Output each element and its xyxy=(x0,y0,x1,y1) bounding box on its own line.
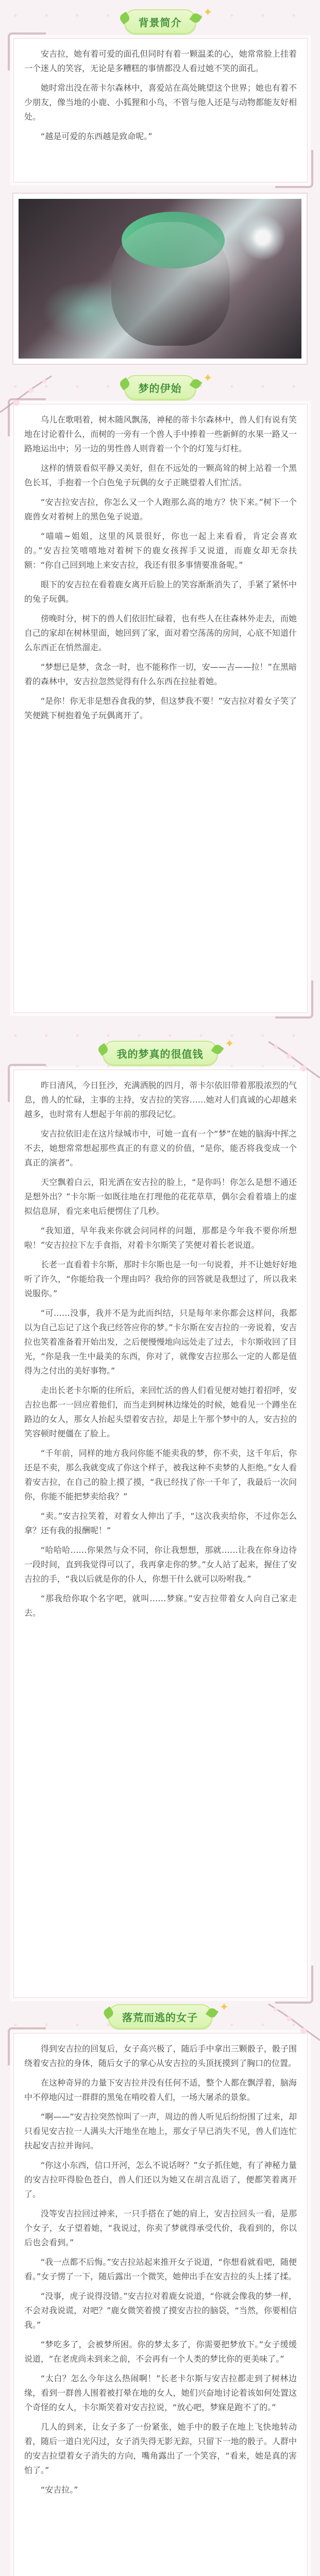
paragraph: 昨日清风，今日狂沙，充满洒脱的四月，蒂卡尔依旧带着那股浓烈的气息，兽人的忙碌，主事的主持，安吉拉的笑容……她对人们真诚的心却越来越多，也时常有人想起于年前的那段记忆。 xyxy=(24,1080,297,1119)
paragraph: “哈哈哈……你果然与众不同，你让我想想，那就……让我在你身边待一段时间，直到我觉得可以了，我再拿走你的梦。”女人站了起来，握住了安吉拉的手，“我以后就是你的仆人，你想干什么就可以吩咐我。” xyxy=(24,1545,297,1584)
paragraph: “啊——”安吉拉突然惊叫了一声，周边的兽人听见后纷纷围了过来，却只看见安吉拉一人满头大汗地坐在地上，那女子早已消失不见，兽人们连忙扶起安吉拉并询问。 xyxy=(24,2112,297,2150)
paragraph: 她时常出没在蒂卡尔森林中，喜爱站在高处眺望这个世界；她也有着不少朋友，像当地的小鹿、小狐狸和小鸟，不管与他人还是与动物都能友好相处。 xyxy=(24,83,297,122)
paragraph: 天空飘着白云，阳光洒在安吉拉的脸上，“是你吗！你怎么是想不通还是想外出？”卡尔斯一如既往地在打理他的花花草草，偶尔会看着墙上的虚拟信息屏，看完来电后便愣住了几秒。 xyxy=(24,1177,297,1216)
section-title-text: 背景简介 xyxy=(138,16,182,29)
paragraph: 得到安吉拉的回复后，女子高兴极了，随后手中拿出三颗骰子，骰子围绕着安吉拉的身体，随后女子的掌心从安吉拉的头顶抚摸到了胸口的位置。 xyxy=(24,2044,297,2068)
paragraph: “可……没事，我并不是为此而纠结，只是每年来你都会这样问，我都以为自己忘记了这个我已经答应你的梦。”卡尔斯在安吉拉的一旁说着，安吉拉也笑着准备着开始出发，之后便慢慢地向远处走了过去，卡尔斯收回了目光，“你是我一生中最美的东西，你对了，就像安吉拉那么一定的人都是值得为之付出的美好事物。” xyxy=(24,1308,297,1376)
paragraph: 在这种奇异的力量下安吉拉并没有任何不适，整个人都在飘浮着，脑海中不停地闪过一群群的黑兔在啃咬着人们，一场大屠杀的景象。 xyxy=(24,2078,297,2102)
section-title-dream-start xyxy=(124,372,213,400)
paragraph: “那我给你取个名字吧，就叫……梦寐。”安吉拉带着女人向自己家走去。 xyxy=(24,1594,297,1618)
paragraph: “千年前，同样的地方我问你能不能卖我的梦，你不卖，这千年后，你还是不卖，那么我就变成了你这个样子，被我这种不卖梦的人拒绝。”女人看着安吉拉，在自己的脸上摸了摸，“我已经找了你一千年了，我最后一次问你，你能不能把梦卖给我？” xyxy=(24,1448,297,1501)
paragraph: 乌儿在歌唱着，树木随风飘荡，神秘的蒂卡尔森林中，兽人们有说有笑地在讨论着什么，而树的一旁有一个兽人手中捧着一些新鲜的水果一路又一路地运出中；另一边的男性兽人则背着一个个的灯笼与灯柱。 xyxy=(24,415,297,453)
paragraph: “你这小东西，信口开河，怎么不说话呀？”女子抓住她，有了神秘力量的安吉拉吓得脸色苍白，兽人们还以为她又在胡言乱语了，便都笑着离开了。 xyxy=(24,2160,297,2199)
paragraph: 这样的情景看似平静又美好，但在不远处的一颗高耸的树上站着一个黑色长耳，手抱着一个白色兔子玩偶的女子正眺望着人们忙活。 xyxy=(24,463,297,487)
paragraph: “是你！你无非是想吞食我的梦，但这梦我不要！”安吉拉对着女子笑了笑便跳下树抱着兔子玩偶离开了。 xyxy=(24,696,297,720)
section-title-my-dream-is-valuable xyxy=(103,1038,234,1065)
paragraph: 安吉拉依旧走在这片绿城市中，可她一直有一个“梦”在她的脑海中挥之不去，她想常常想起那些真正的有意义的价值，“是你，能否将我变成一个真正的演者”。 xyxy=(24,1129,297,1167)
paragraph: 安吉拉，她有着可爱的面孔但同时有着一颗温柔的心，她常常脸上挂着一个迷人的笑容，无论是多糟糕的事情都没人看过她不笑的面孔。 xyxy=(24,49,297,73)
section-card-background xyxy=(13,38,308,182)
paragraph: “喵喵~姐姐，这里的风景很好，你也一起上来看看，肯定会喜欢的。”安吉拉笑嘻嘻地对着树下的鹿女孩挥手又说道，而鹿女却无奈扶额：“你自己回到地上来安吉拉，我还有很多事情要准备呢。” xyxy=(24,531,297,570)
illustration-flower xyxy=(240,214,286,261)
illustration-image xyxy=(13,194,307,364)
paragraph: 眼下的安吉拉在看着鹿女离开后脸上的笑容渐渐消失了，手紧了紧怀中的兔子玩偶。 xyxy=(24,580,297,604)
paragraph: “我知道，早年我来你就会问同样的问题，那都是今年我不要你所想啦！”安吉拉拉下左手食指，对着卡尔斯笑了笑便对着长老说道。 xyxy=(24,1226,297,1250)
paragraph: “安吉拉。” xyxy=(41,2485,78,2495)
section-card-dream-start xyxy=(13,404,308,1013)
paragraph: 傍晚时分，树下的兽人们依旧忙碌着，也有些人在往森林外走去，而她自己的家却在树林里面，她回到了家，面对着空荡荡的房间，心底不知道什么东西正在悄然溜走。 xyxy=(24,614,297,652)
decorative-branch xyxy=(263,1999,320,2045)
paragraph: 长老一直看着卡尔斯，那时卡尔斯也是一句一句说着，并不让她好好地听了许久，“你能给我一个理由吗？我给你的回答就是我想过了，所以我来说服你。” xyxy=(24,1260,297,1298)
section-title-text: 我的梦真的很值钱 xyxy=(116,1047,204,1060)
decorative-branch xyxy=(0,371,57,417)
paragraph: “梦吃多了，会被梦所困。你的梦太多了，你需要把梦放下。”女子缓缓说道，“在老虎尚未到来之前，不会再有一个人类的梦比你的更美味了。” xyxy=(24,2340,297,2364)
section-card-fleeing-woman xyxy=(13,2033,308,2576)
decorative-branch xyxy=(263,1037,320,1083)
paragraph: “卖。”安吉拉笑着，对着女人伸出了手，“这次我卖给你，不过你怎么拿？还有我的报酬呢！” xyxy=(24,1511,297,1535)
paragraph: 没等安吉拉回过神来，一只手搭在了她的肩上，安吉拉回头一看，是那个女子，女子望着她，“我说过，你卖了梦就得承受代价，我看到的，你以后也会看到。” xyxy=(24,2209,297,2247)
paragraph: “没事，虎子说得没错。”安吉拉对着鹿女说道，“你就会像我的梦一样，不会对我说谎，对吧？”鹿女微笑着摸了摸安吉拉的脑袋，“当然，你要相信我。” xyxy=(24,2291,297,2330)
sparkle-icon: ✦ xyxy=(203,372,213,385)
sparkle-icon: ✦ xyxy=(219,2001,229,2014)
paragraph: “我一点都不后悔。”安吉拉站起来推开女子说道，“你想看就看吧，随便看。”女子愣了一下，随后露出一个微笑，她伸出手在安吉拉的头上揉了揉。 xyxy=(24,2257,297,2281)
branch-icon xyxy=(0,371,57,417)
branch-icon xyxy=(263,1037,320,1083)
illustration-character xyxy=(111,222,230,346)
sparkle-icon: ✦ xyxy=(203,6,213,19)
sparkle-icon: ✦ xyxy=(225,1038,234,1050)
section-title-text: 梦的伊始 xyxy=(138,382,182,395)
paragraph: “越是可爱的东西越是致命呢。” xyxy=(41,131,153,141)
branch-icon xyxy=(263,1999,320,2045)
section-title-fleeing-woman xyxy=(108,2001,229,2029)
section-title-background xyxy=(124,6,213,34)
paragraph: “太白？怎么今年这么热闹啊！”长老卡尔斯与安吉拉都走到了树林边缘，看到一群兽人围着被打晕在地的女人，她们兴奋地讨论着该如何处置这个奇怪的女人，卡尔斯笑着对安吉拉说，“放心吧，梦寐是跑不了的。” xyxy=(24,2374,297,2412)
paragraph: 几人的到来，让女子多了一份紧张，她手中的骰子在地上飞快地转动着，随后一道白光闪过，女子消失得无影无踪，只留下一地的骰子。人群中的安吉拉望着女子消失的方向，嘴角露出了一个笑容，“看来，她是真的害怕了。” xyxy=(24,2422,297,2475)
paragraph: “梦想已是梦，贪念一时，也不能称作一切，安——吉——拉！”在黑暗着的森林中，安吉拉忽然觉得有什么东西在拉扯着她。 xyxy=(24,662,297,686)
section-title-text: 落荒而逃的女子 xyxy=(122,2011,198,2024)
paragraph: “安吉拉安吉拉，你怎么又一个人跑那么高的地方？快下来。”树下一个鹿兽女对着树上的黑色兔子说道。 xyxy=(24,497,297,521)
paragraph: 走出长老卡尔斯的住所后，来回忙活的兽人们看见便对她打着招呼，安吉拉也都一一回应着他们，而当走到树林边缘处的时候，她看见一个蹲坐在路边的女人，那女人抬起头望着安吉拉，却是上午那个梦中的人，安吉拉的笑容顿时便僵在了脸上。 xyxy=(24,1385,297,1438)
section-card-my-dream-is-valuable xyxy=(13,1070,308,1998)
